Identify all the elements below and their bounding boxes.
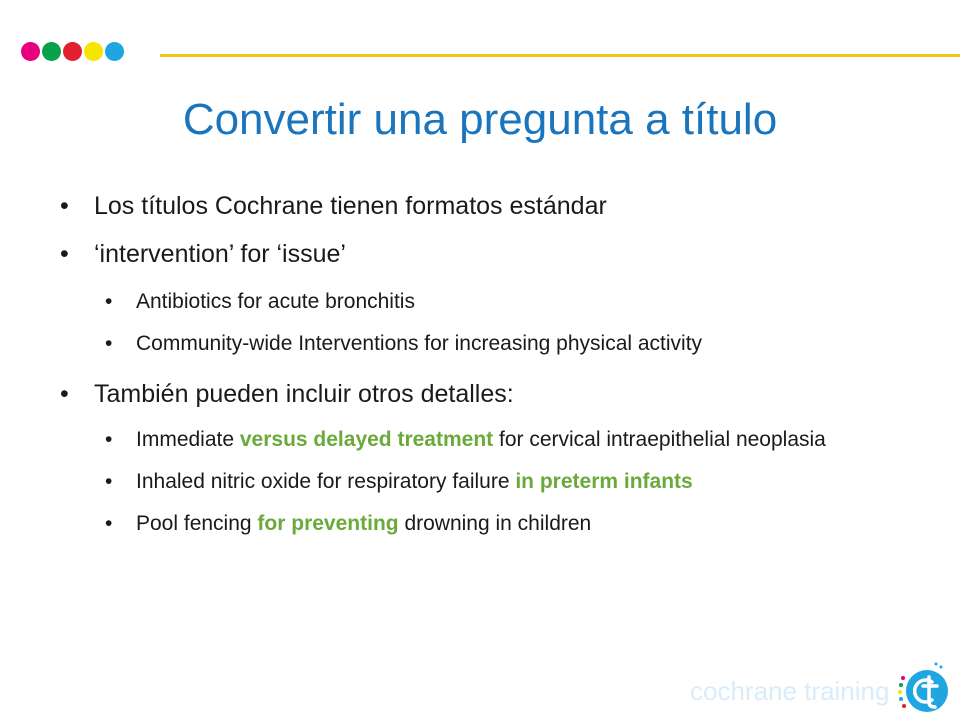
bullet-item <box>60 190 940 222</box>
bullet-dot-icon: • <box>105 332 113 355</box>
sub-bullet-item <box>60 288 940 316</box>
header-rule <box>160 54 960 57</box>
red-dot <box>63 42 82 61</box>
sub-bullet-item <box>60 426 940 454</box>
bullet-text: También pueden incluir otros detalles: <box>94 380 514 408</box>
cochrane-training-logo-icon <box>896 660 948 716</box>
bullet-list <box>60 190 940 552</box>
bullet-text: ‘intervention’ for ‘issue’ <box>94 240 346 268</box>
bullet-dot-icon: • <box>60 192 69 220</box>
green-dot <box>42 42 61 61</box>
bullet-item <box>60 238 940 270</box>
text-part: Immediate <box>136 428 240 451</box>
text-part: drowning in children <box>398 512 592 535</box>
sub-bullet-item <box>60 510 940 538</box>
bullet-text: Los títulos Cochrane tienen formatos estándar <box>94 192 607 220</box>
sub-bullet-item <box>60 330 940 358</box>
text-part: Inhaled nitric oxide for respiratory failure <box>136 470 516 493</box>
highlighted-text: for preventing <box>257 512 399 535</box>
bullet-text: Community-wide Interventions for increasing physical activity <box>136 332 703 355</box>
bullet-text <box>136 512 591 535</box>
bullet-dot-icon: • <box>105 428 113 451</box>
yellow-dot <box>84 42 103 61</box>
bullet-text: Antibiotics for acute bronchitis <box>136 290 415 313</box>
bullet-text <box>136 470 693 493</box>
slide-title: Convertir una pregunta a título <box>182 95 778 144</box>
text-part: Pool fencing <box>136 512 258 535</box>
bullet-dot-icon: • <box>105 470 113 493</box>
highlighted-text: versus delayed treatment <box>239 428 494 451</box>
bullet-item <box>60 378 940 410</box>
blue-dot <box>105 42 124 61</box>
bullet-text <box>136 428 826 451</box>
decorative-dots <box>21 42 124 62</box>
bullet-dot-icon: • <box>60 240 69 268</box>
bullet-dot-icon: • <box>105 512 113 535</box>
text-part: for cervical intraepithelial neoplasia <box>493 428 826 451</box>
highlighted-text: in preterm infants <box>515 470 693 493</box>
brand-text: cochrane training <box>690 676 890 706</box>
bullet-dot-icon: • <box>105 290 113 313</box>
magenta-dot <box>21 42 40 61</box>
sub-bullet-item <box>60 468 940 496</box>
bullet-dot-icon: • <box>60 380 69 408</box>
